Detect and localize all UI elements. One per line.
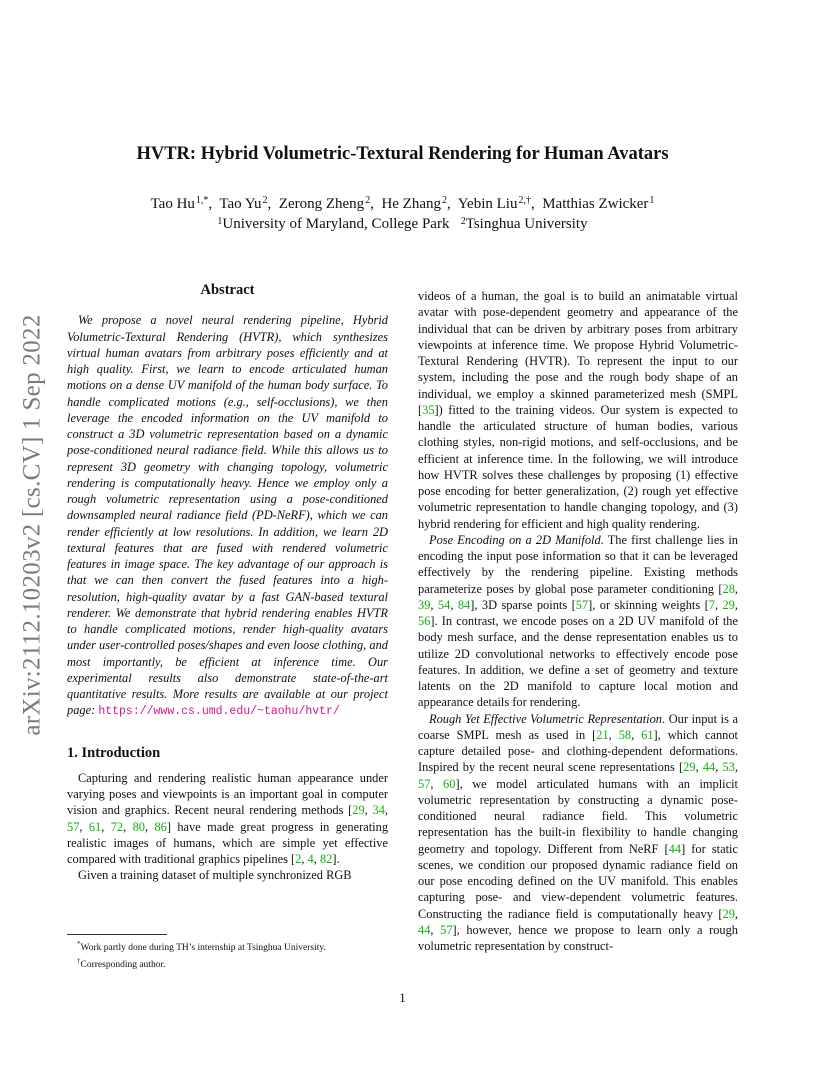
affiliations xyxy=(0,214,805,234)
text-run: ] have made great progress in generating realistic images of humans, which are simple yet effective compared with traditional graphics pipelines [ xyxy=(67,819,389,866)
text-run: , xyxy=(123,819,133,834)
run-in-heading: Rough Yet Effective Volumetric Representation xyxy=(429,711,663,726)
footnote: †Corresponding author. xyxy=(77,956,166,970)
citation-link[interactable]: 29 xyxy=(722,597,735,612)
citation-link[interactable]: 35 xyxy=(422,402,435,417)
citation-link[interactable]: 4 xyxy=(307,852,314,866)
section-heading-introduction: 1. Introduction xyxy=(67,744,161,761)
citation-link[interactable]: 82 xyxy=(319,852,333,866)
text-run: , xyxy=(384,803,388,818)
citation-link[interactable]: 53 xyxy=(722,760,735,775)
citation-link[interactable]: 57 xyxy=(418,776,431,791)
text-run: , xyxy=(144,819,155,834)
citation-link[interactable]: 39 xyxy=(418,597,431,612)
citation-link[interactable]: 21 xyxy=(596,727,609,742)
citation-link[interactable]: 44 xyxy=(418,922,431,937)
text-run: ] for static scenes, we condition our proposed dynamic radiance field on our pose encoding defined on the UV manifold. This enables capturing pose- and view-dependent volumetric features. Constructing the radiance field is computationally heavy [ xyxy=(418,841,738,921)
citation-link[interactable]: 57 xyxy=(67,819,80,834)
citation-link[interactable]: 28 xyxy=(722,581,735,596)
citation-link[interactable]: 84 xyxy=(457,597,471,612)
author: Yebin Liu$^{2,\dagger}$ xyxy=(457,195,531,212)
paper-title: HVTR: Hybrid Volumetric-Textural Rendering for Human Avatars xyxy=(136,144,669,164)
text-run: , xyxy=(734,581,738,596)
citation-link[interactable]: 61 xyxy=(88,819,102,834)
text-run: . The first challenge lies in encoding the input pose information so that it can be leveraged effectively by the rendering pipeline. Existing methods parameterize poses by global pose parameter conditioning [ xyxy=(418,532,738,596)
abstract-heading: Abstract xyxy=(200,282,255,298)
citation-link[interactable]: 60 xyxy=(443,776,456,791)
text-run: , xyxy=(301,852,308,866)
footnote: *Work partly done during TH’s internship at Tsinghua University. xyxy=(77,940,326,954)
text-run: , xyxy=(608,727,619,742)
citation-link[interactable]: 29 xyxy=(683,760,696,775)
footnotes xyxy=(67,938,388,971)
author: Matthias Zwicker$^1$ xyxy=(542,195,655,212)
citation-link[interactable]: 2 xyxy=(295,852,302,866)
text-run: ], which cannot capture detailed pose- and clothing-dependent deformations. Inspired by the recent neural scene representations [ xyxy=(418,727,738,775)
text-run: ]. xyxy=(332,852,340,866)
text-run: , xyxy=(79,819,89,834)
affiliation: $^1$University of Maryland, College Park xyxy=(217,216,450,232)
text-run: , xyxy=(695,760,703,775)
text-run: Given a training dataset of multiple synchronized RGB xyxy=(78,868,352,883)
citation-link[interactable]: 44 xyxy=(702,760,716,775)
page-number: 1 xyxy=(399,990,406,1005)
text-run: Capturing and rendering realistic human appearance under varying poses and viewpoints is an important goal in computer vision and graphics. Recent neural rendering methods [ xyxy=(67,770,388,818)
author: Tao $Hu^{1,*}$ xyxy=(150,195,209,212)
text-run: ], we model articulated humans with an implicit volumetric representation by constructing a dynamic pose-conditioned neural radiance field. This volumetric representation has the built-in flexibility to handle changing geometry and topology. Different from NeRF [ xyxy=(418,776,738,856)
paragraph xyxy=(418,711,738,955)
text-run: ]) fitted to the training videos. Our system is expected to handle the articulated structure of human bodies, various clothing styles, non-rigid motions, and self-occlusions, and be efficient at inference time. In the following, we will introduce how HVTR solves these challenges by proposing (1) effective pose encoding for better generalization, (2) rough yet effective volumetric representation to handle changing topology, and (3) hybrid rendering for efficient and high quality rendering. xyxy=(418,402,738,531)
paragraph xyxy=(418,532,738,711)
text-run: , xyxy=(364,803,373,818)
citation-link[interactable]: 54 xyxy=(437,597,451,612)
run-in-heading: Pose Encoding on a 2D Manifold xyxy=(429,532,601,547)
author: He Zhang$^2$ xyxy=(381,195,447,212)
text-run: , xyxy=(430,922,441,937)
project-page-link[interactable]: https://www.cs.umd.edu/~taohu/hvtr/ xyxy=(98,705,340,719)
citation-link[interactable]: 57 xyxy=(575,597,589,612)
arxiv-stamp-text: arXiv:2112.10203v2 [cs.CV] 1 Sep 2022 xyxy=(19,314,46,736)
citation-link[interactable]: 61 xyxy=(641,727,654,742)
citation-link[interactable]: 7 xyxy=(708,597,715,612)
citation-link[interactable]: 29 xyxy=(722,906,735,921)
affiliation: $^2$Tsinghua University xyxy=(460,216,588,232)
footnote-rule xyxy=(67,934,167,935)
text-run: ]. In contrast, we encode poses on a 2D UV manifold of the body mesh surface, and the dense representation enables us to utilize 2D convolutional networks to effectively encode pose features. In addition, we define a set of geometry and texture latents on the 2D manifold to capture local motion and appearance details for rendering. xyxy=(418,614,738,710)
text-run: , xyxy=(734,597,738,612)
text-run: . Our input is a coarse SMPL mesh as used in [ xyxy=(418,711,739,742)
left-column xyxy=(67,282,388,884)
text-run: , xyxy=(101,819,111,834)
text-run: ], 3D sparse points [ xyxy=(470,597,576,612)
citation-link[interactable]: 29 xyxy=(352,803,365,818)
author-list: Tao $Hu^{1,*}$, Tao Yu$^2$, Zerong Zheng$^2$, He Zhang$^2$, Yebin Liu$^{2,\dagger}$, Matthias Zwicker$^1$ xyxy=(150,195,655,212)
citation-link[interactable]: 56 xyxy=(418,614,431,628)
text-run: , xyxy=(430,776,444,791)
paragraph xyxy=(418,288,738,532)
author: Zerong Zheng$^2$ xyxy=(278,195,371,212)
author: Tao Yu$^2$ xyxy=(219,195,268,212)
text-run: ], or skinning weights [ xyxy=(588,597,709,612)
abstract-text: We propose a novel neural rendering pipeline, Hybrid Volumetric-Textural Rendering (HVTR), which synthesizes virtual human avatars from arbitrary poses efficiently and at high quality. First, we learn to encode articulated human motions on a dense UV manifold of the human body surface. To handle complicated motions (e.g., self-occlusions), we then leverage the encoded information on the UV manifold to construct a 3D volumetric representation based on a dynamic pose-conditioned neural radiance field. While this allows us to represent 3D geometry with changing topology, volumetric rendering is computationally heavy. Hence we employ only a rough volumetric representation using a pose-conditioned downsampled neural radiance field (PD-NeRF), which we can render efficiently at low resolutions. In addition, we learn 2D textural features that are fused with rendered volumetric features in image space. The key advantage of our approach is that we can then convert the fused features into a high-resolution, high-quality avatar by a fast GAN-based textural renderer. We demonstrate that hybrid rendering enables HVTR to handle complicated motions, render high-quality avatars under user-controlled poses/shapes and even loose clothing, and most importantly, be efficient at inference time. Our experimental results also demonstrate state-of-the-art quantitative results. More results are available at our project page: https://www.cs.umd.edu/~taohu/hvtr/ xyxy=(67,313,388,719)
right-column xyxy=(418,288,738,954)
citation-link[interactable]: 58 xyxy=(618,727,632,742)
text-run: , xyxy=(313,852,320,866)
text-run: , xyxy=(715,760,723,775)
text-run: ], however, hence we propose to learn only a rough volumetric representation by construct- xyxy=(418,922,739,953)
citation-link[interactable]: 44 xyxy=(668,841,682,856)
text-run: , xyxy=(734,906,738,921)
paragraph xyxy=(67,867,388,883)
citation-link[interactable]: 72 xyxy=(110,819,124,834)
text-run: , xyxy=(430,597,438,612)
text-run: , xyxy=(631,727,642,742)
citation-link[interactable]: 80 xyxy=(132,819,145,834)
citation-link[interactable]: 57 xyxy=(440,922,453,937)
citation-link[interactable]: 86 xyxy=(154,819,167,834)
text-run: , xyxy=(734,760,738,775)
citation-link[interactable]: 34 xyxy=(372,803,385,818)
text-run: , xyxy=(714,597,723,612)
paragraph xyxy=(67,770,388,868)
text-run: videos of a human, the goal is to build an animatable virtual avatar with pose-dependent geometry and appearance of the individual that can be driven by arbitrary poses from arbitrary viewpoints at inference time. We propose Hybrid Volumetric-Textural Rendering (HVTR). To represent the input to our system, including the pose and the rough body shape of an individual, we employ a skinned parameterized mesh (SMPL [ xyxy=(418,289,738,417)
arxiv-stamp xyxy=(10,290,56,760)
text-run: , xyxy=(450,597,458,612)
